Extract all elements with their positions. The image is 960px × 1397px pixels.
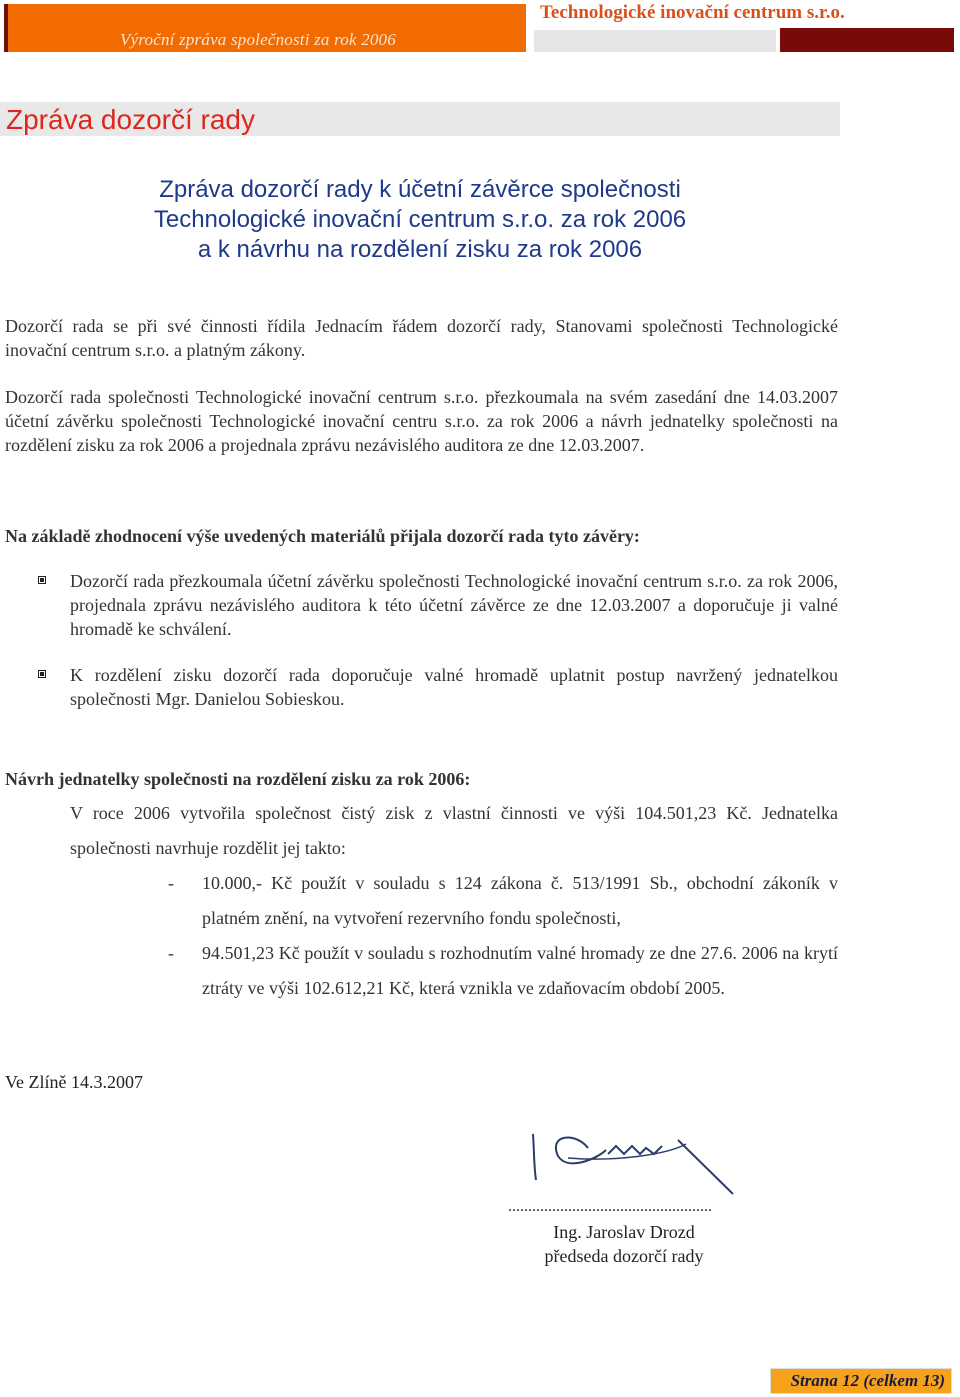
report-subheading [0,175,840,265]
company-name: Technologické inovační centrum s.r.o. [540,2,845,23]
bullet-square-icon [38,670,46,678]
bullet-square-icon [38,576,46,584]
header-right-accent [780,28,954,52]
header-accent-bar [4,4,8,52]
dash-marker: - [168,873,174,893]
conclusion-item: Dozorčí rada přezkoumala účetní závěrku společnosti Technologické inovační centrum s.r.o. za rok 2006, projednala zprávu nezávislého auditora k této účetní závěrce ze dne 12.03.2007 a doporučuje ji valné hromadě ke schválení. [70,571,838,639]
signatory [508,1220,740,1268]
place-date: Ve Zlíně 14.3.2007 [5,1072,143,1092]
header-right-band [534,30,776,52]
signatory-name: Ing. Jaroslav Drozd [553,1222,695,1242]
subheading-line: Zpráva dozorčí rady k účetní závěrce společnosti [159,176,681,203]
paragraph-meeting: Dozorčí rada společnosti Technologické inovační centrum s.r.o. přezkoumala na svém zasedání dne 14.03.2007 účetní závěrku společnosti Technologické inovační centru s.r.o. za rok 2006 a návrh jednatelky společnosti na rozdělení zisku za rok 2006 a projednala zprávu nezávislého auditora ze dne 12.03.2007. [5,387,838,455]
signatory-role: předseda dozorčí rady [544,1246,704,1266]
page-number: Strana 12 (celkem 13) [790,1371,945,1390]
handwritten-signature [528,1118,738,1200]
section-title: Zpráva dozorčí rady [6,104,255,135]
proposal-item: 94.501,23 Kč použít v souladu s rozhodnutím valné hromady ze dne 27.6. 2006 na krytí ztráty ve výši 102.612,21 Kč, která vznikla ve zdaňovacím období 2005. [202,943,838,998]
conclusion-item: K rozdělení zisku dozorčí rada doporučuje valné hromadě uplatnit postup navržený jednatelkou společnosti Mgr. Danielou Sobieskou. [70,665,838,709]
subheading-line: a k návrhu na rozdělení zisku za rok 2006 [197,236,643,263]
signature-line: ................................................... [508,1198,712,1215]
dash-marker: - [168,943,174,963]
proposal-heading: Návrh jednatelky společnosti na rozdělení zisku za rok 2006: [5,769,471,789]
page-footer [770,1368,952,1394]
subheading-line: Technologické inovační centrum s.r.o. za rok 2006 [153,206,687,233]
proposal-item: 10.000,- Kč použít v souladu s 124 zákona č. 513/1991 Sb., obchodní zákoník v platném znění, na vytvoření rezervního fondu společnosti, [202,873,838,928]
proposal-intro: V roce 2006 vytvořila společnost čistý zisk z vlastní činnosti ve výši 104.501,23 Kč. Jednatelka společnosti navrhuje rozdělit jej takto: [70,803,838,858]
report-title: Výroční zpráva společnosti za rok 2006 [120,30,396,49]
conclusions-heading: Na základě zhodnocení výše uvedených materiálů přijala dozorčí rada tyto závěry: [5,526,640,546]
paragraph-intro: Dozorčí rada se při své činnosti řídila Jednacím řádem dozorčí rady, Stanovami společnosti Technologické inovační centrum s.r.o. a platným zákony. [5,316,838,360]
